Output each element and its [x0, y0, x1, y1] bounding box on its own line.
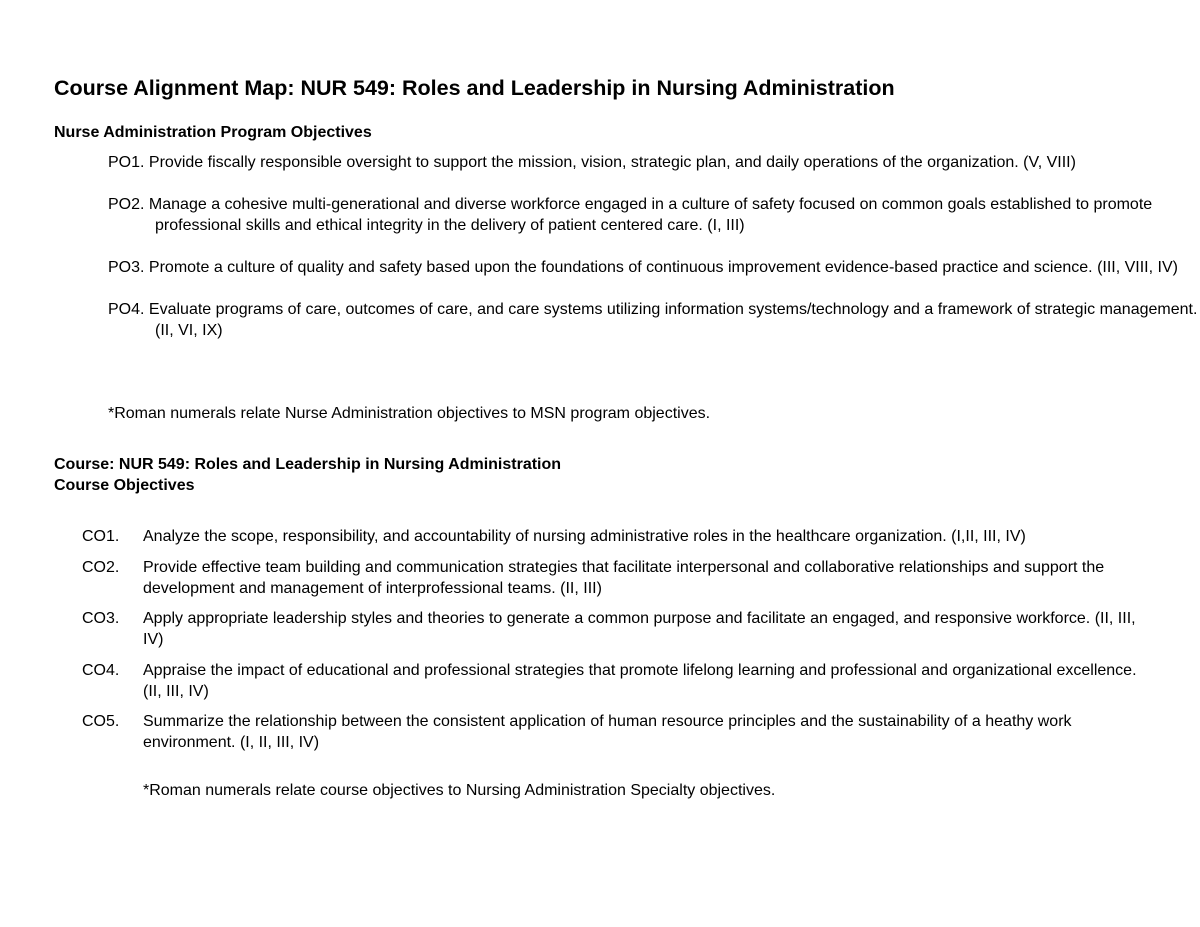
objective-number: PO1. — [108, 154, 145, 171]
program-objective-item — [108, 152, 1200, 173]
objective-number: PO3. — [108, 259, 145, 276]
objective-text: Provide fiscally responsible oversight to support the mission, vision, strategic plan, and daily operations of the organization. (V, VIII) — [148, 154, 1076, 171]
course-objective-item — [82, 608, 1162, 650]
course-objective-item — [82, 526, 1162, 547]
objective-number: PO2. — [108, 196, 145, 213]
program-objectives-list — [108, 152, 1198, 362]
objective-text: Evaluate programs of care, outcomes of care, and care systems utilizing information systems/technology and a framework of strategic management. (II, VI, IX) — [148, 301, 1198, 339]
objective-text: Analyze the scope, responsibility, and accountability of nursing administrative roles in the healthcare organization. (I,II, III, IV) — [143, 528, 1026, 545]
objective-text: Manage a cohesive multi-generational and diverse workforce engaged in a culture of safety focused on common goals established to promote professional skills and ethical integrity in the delivery of patient centered care. (I, III) — [148, 196, 1153, 234]
objective-text: Promote a culture of quality and safety based upon the foundations of continuous improvement evidence-based practice and science. (III, VIII, IV) — [148, 259, 1178, 276]
page-title: Course Alignment Map: NUR 549: Roles and Leadership in Nursing Administration — [54, 76, 895, 100]
objective-number: PO4. — [108, 301, 145, 318]
course-objectives-note: *Roman numerals relate course objectives to Nursing Administration Specialty objectives. — [143, 782, 776, 799]
program-objective-item — [108, 299, 1200, 341]
program-objective-item — [108, 194, 1200, 236]
course-objective-item — [82, 711, 1162, 753]
objective-number: CO3. — [82, 610, 120, 627]
course-heading: Course: NUR 549: Roles and Leadership in Nursing Administration — [54, 456, 562, 473]
objective-number: CO2. — [82, 558, 120, 576]
course-objectives-heading: Course Objectives — [54, 477, 195, 494]
objective-number: CO5. — [82, 713, 120, 730]
objective-number: CO1. — [82, 528, 120, 545]
program-objective-item — [108, 257, 1200, 278]
objective-number: CO4. — [82, 661, 120, 679]
program-objectives-note: *Roman numerals relate Nurse Administration objectives to MSN program objectives. — [108, 405, 711, 422]
course-objective-item — [82, 557, 1162, 599]
objective-text: Summarize the relationship between the consistent application of human resource principles and the sustainability of a heathy work environment. (I, II, III, IV) — [143, 713, 1072, 751]
objective-text: Apply appropriate leadership styles and theories to generate a common purpose and facilitate an engaged, and responsive workforce. (II, III, IV) — [143, 610, 1136, 648]
objective-text: Provide effective team building and communication strategies that facilitate interpersonal and collaborative relationships and support the development and management of interprofessional teams. (II, III) — [143, 558, 1105, 597]
course-objectives-list — [82, 526, 1162, 763]
objective-text: Appraise the impact of educational and professional strategies that promote lifelong learning and professional and organizational excellence. (II, III, IV) — [143, 661, 1137, 700]
course-objective-item — [82, 660, 1162, 702]
program-objectives-heading: Nurse Administration Program Objectives — [54, 124, 372, 141]
